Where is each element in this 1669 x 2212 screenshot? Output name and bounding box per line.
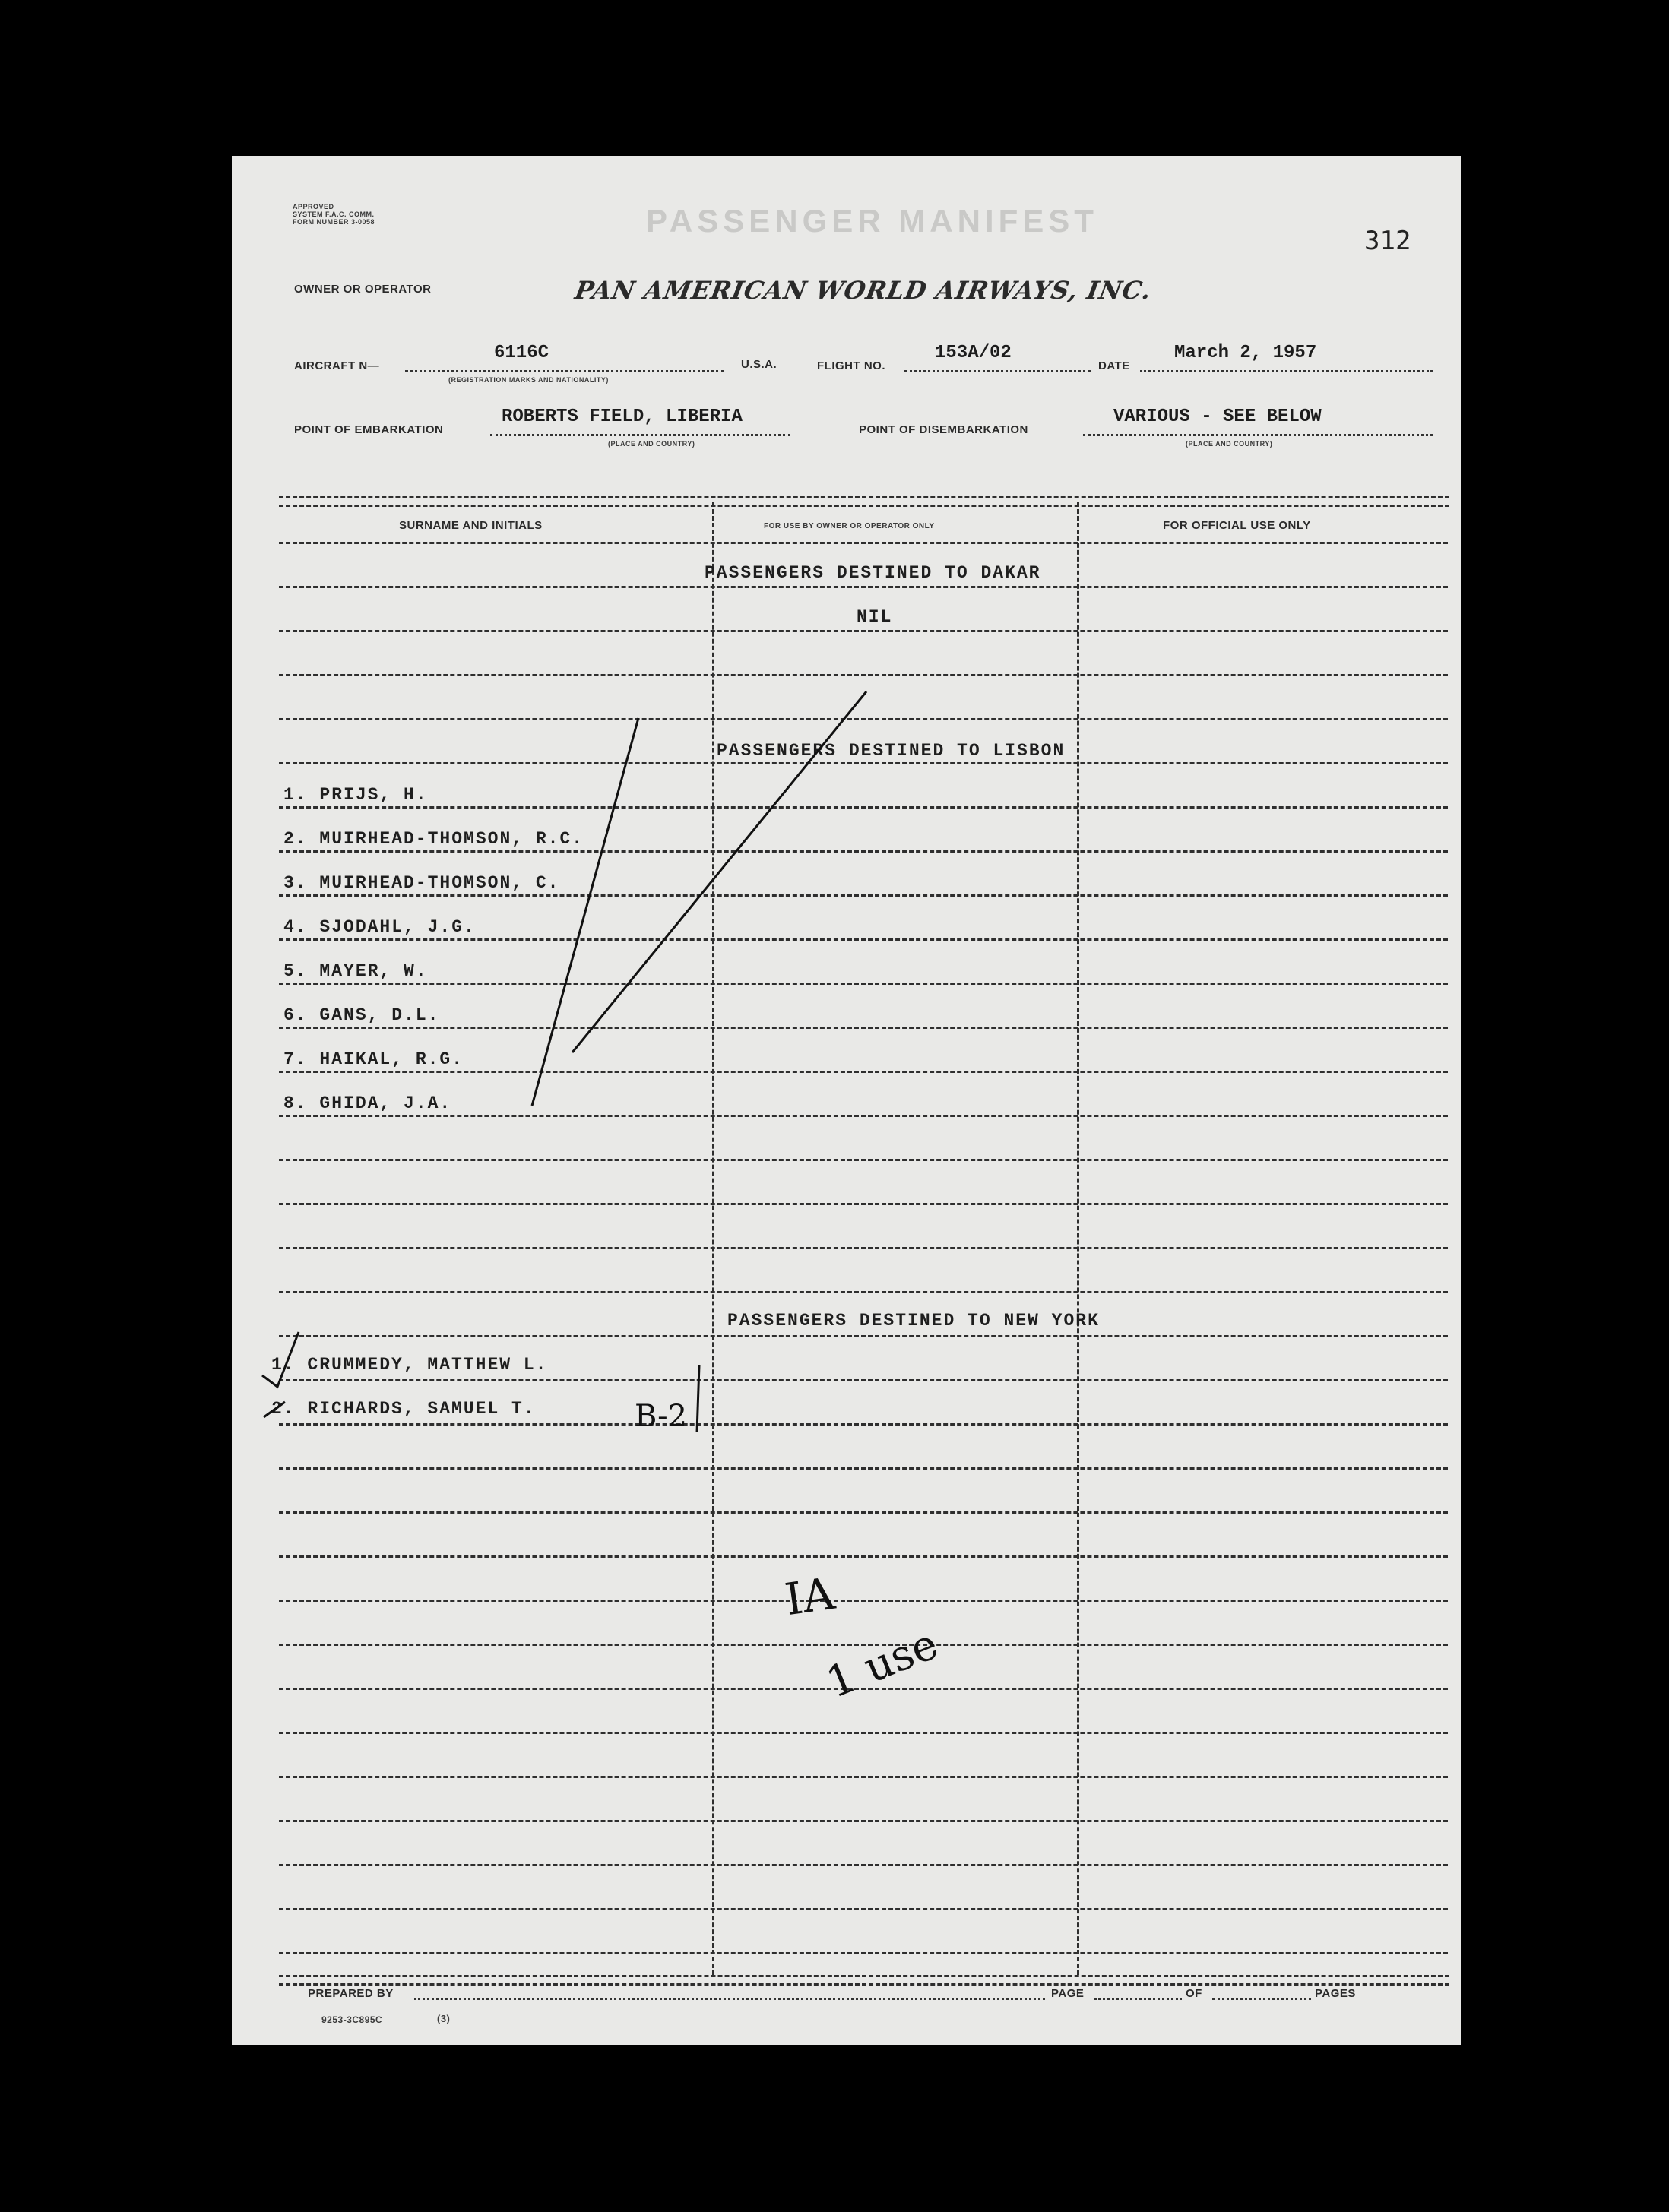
aircraft-value: 6116C <box>494 343 549 363</box>
passenger-row: 4. SJODAHL, J.G. <box>283 917 476 937</box>
handwritten-ia: IA <box>781 1567 838 1626</box>
form-number: 9253-3C895C <box>321 2014 383 2025</box>
check-stroke <box>572 691 866 1052</box>
passenger-row: 5. MAYER, W. <box>283 961 428 981</box>
column-header-operator: FOR USE BY OWNER OR OPERATOR ONLY <box>764 522 935 530</box>
handwritten-b2: B-2 <box>635 1399 688 1434</box>
aircraft-sublabel: (REGISTRATION MARKS AND NATIONALITY) <box>448 376 609 384</box>
date-value: March 2, 1957 <box>1174 343 1317 363</box>
dakar-nil: NIL <box>857 607 893 627</box>
page-number: 312 <box>1364 226 1411 256</box>
form-mark: (3) <box>437 2013 451 2024</box>
page-line <box>1094 1998 1182 2000</box>
page-label: PAGE <box>1051 1987 1085 2000</box>
embark-value: ROBERTS FIELD, LIBERIA <box>502 407 743 427</box>
disembark-sublabel: (PLACE AND COUNTRY) <box>1186 440 1273 448</box>
column-header-official: FOR OFFICIAL USE ONLY <box>1163 519 1311 532</box>
prepared-by-label: PREPARED BY <box>308 1987 394 2000</box>
usa-label: U.S.A. <box>741 358 777 371</box>
owner-label: OWNER OR OPERATOR <box>294 283 432 296</box>
passenger-row: 6. GANS, D.L. <box>283 1005 440 1025</box>
passenger-row: 3. MUIRHEAD-THOMSON, C. <box>283 873 560 893</box>
form-title: PASSENGER MANIFEST <box>646 203 1098 239</box>
passenger-row: 2. MUIRHEAD-THOMSON, R.C. <box>283 829 584 849</box>
check-stroke <box>532 718 638 1106</box>
approved-line: FORM NUMBER 3-0058 <box>293 218 375 226</box>
date-label: DATE <box>1098 359 1130 372</box>
tick-mark <box>262 1332 299 1387</box>
passenger-row: 7. HAIKAL, R.G. <box>283 1049 464 1069</box>
approved-line: SYSTEM F.A.C. COMM. <box>293 210 375 218</box>
passenger-row: 1. CRUMMEDY, MATTHEW L. <box>271 1355 548 1375</box>
of-label: OF <box>1186 1987 1202 2000</box>
manifest-sheet <box>232 156 1461 2045</box>
owner-value: PAN AMERICAN WORLD AIRWAYS, INC. <box>572 276 1154 305</box>
tick-mark <box>264 1402 285 1417</box>
of-line <box>1212 1998 1311 2000</box>
flight-label: FLIGHT NO. <box>817 359 885 372</box>
approved-line: APPROVED <box>293 203 334 210</box>
section-heading-dakar: PASSENGERS DESTINED TO DAKAR <box>705 563 1041 583</box>
section-heading-lisbon: PASSENGERS DESTINED TO LISBON <box>717 741 1066 761</box>
column-header-surname: SURNAME AND INITIALS <box>399 519 543 532</box>
section-heading-newyork: PASSENGERS DESTINED TO NEW YORK <box>727 1311 1100 1331</box>
disembark-value: VARIOUS - SEE BELOW <box>1113 407 1322 427</box>
disembark-label: POINT OF DISEMBARKATION <box>859 423 1028 436</box>
pages-label: PAGES <box>1315 1987 1356 2000</box>
handwritten-strokes <box>232 156 1461 2045</box>
handwritten-1use: 1 use <box>819 1619 945 1708</box>
prepared-by-line <box>414 1998 1045 2000</box>
passenger-row: 2. RICHARDS, SAMUEL T. <box>271 1399 536 1419</box>
embark-sublabel: (PLACE AND COUNTRY) <box>608 440 695 448</box>
passenger-row: 1. PRIJS, H. <box>283 785 428 805</box>
flight-value: 153A/02 <box>935 343 1012 363</box>
aircraft-label: AIRCRAFT N— <box>294 359 380 372</box>
passenger-row: 8. GHIDA, J.A. <box>283 1093 452 1113</box>
ny-bracket <box>697 1365 699 1432</box>
embark-label: POINT OF EMBARKATION <box>294 423 444 436</box>
